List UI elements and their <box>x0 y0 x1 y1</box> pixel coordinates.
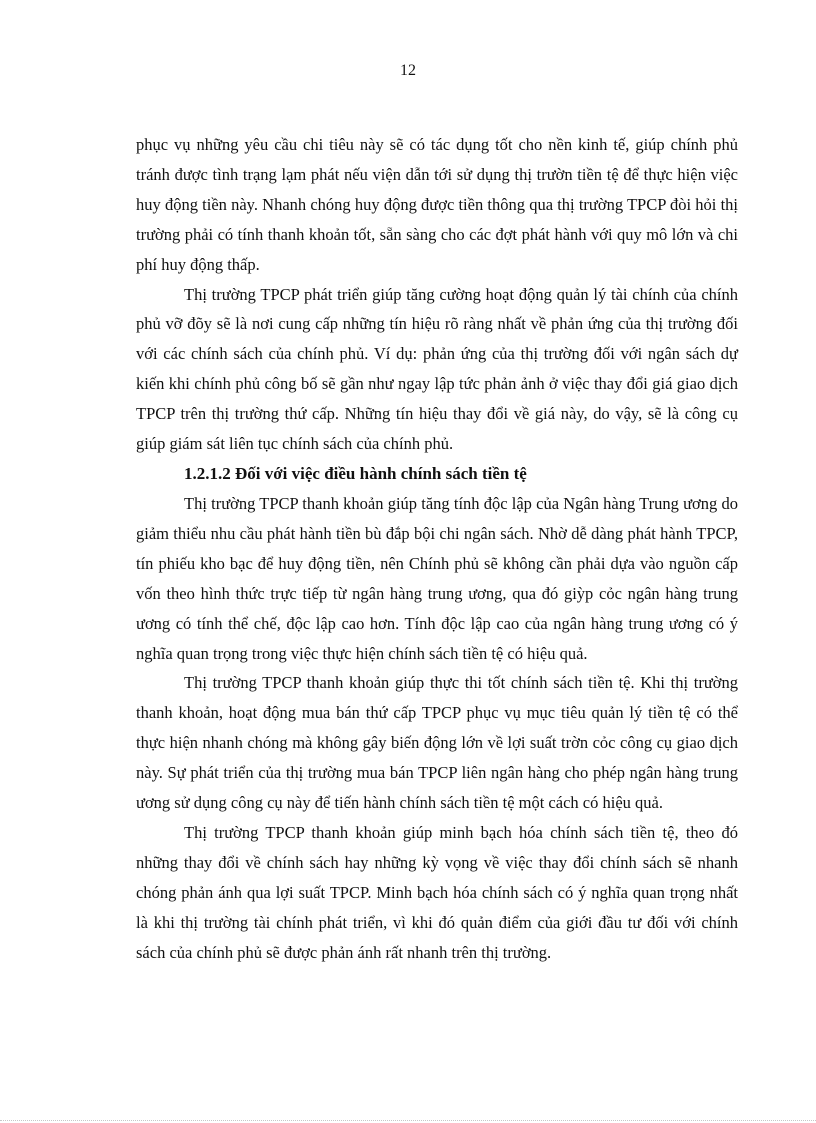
paragraph-5: Thị trường TPCP thanh khoản giúp minh bạch hóa chính sách tiền tệ, theo đó những thay đổi về chính sách hay những kỳ vọng về việc thay đổi chính sách sẽ nhanh chóng phản ánh qua lợi suất TPCP. Minh bạch hóa chính sách có ý nghĩa quan trọng nhất là khi thị trường tài chính phát triển, vì khi đó quản điểm của giới đầu tư đối với chính sách của chính phủ sẽ được phản ánh rất nhanh trên thị trường. <box>136 822 738 962</box>
page-number: 12 <box>400 62 416 79</box>
paragraph-1: phục vụ những yêu cầu chi tiêu này sẽ có tác dụng tốt cho nền kinh tế, giúp chính phủ tránh được tình trạng lạm phát nếu viện dẫn tới sử dụng thị trườn tiền tệ để thực hiện việc huy động tiền này. Nhanh chóng huy động được tiền thông qua thị trường TPCP đòi hỏi thị trường phải có tính thanh khoản tốt, sẵn sàng cho các đợt phát hành với quy mô lớn và chi phí huy động thấp. <box>136 135 738 274</box>
paragraph-4: Thị trường TPCP thanh khoản giúp thực thi tốt chính sách tiền tệ. Khi thị trường thanh khoản, hoạt động mua bán thứ cấp TPCP phục vụ mục tiêu quản lý tiền tệ có thể thực hiện nhanh chóng mà không gây biến động lớn về lợi suất trờn cỏc công cụ giao dịch này. Sự phát triển của thị trường mua bán TPCP liên ngân hàng cho phép ngân hàng trung ương sử dụng công cụ này để tiến hành chính sách tiền tệ một cách có hiệu quả. <box>136 673 738 813</box>
document-body <box>136 130 738 967</box>
section-heading: 1.2.1.2 Đối với việc điều hành chính sách tiền tệ <box>184 463 527 483</box>
paragraph-2: Thị trường TPCP phát triển giúp tăng cường hoạt động quản lý tài chính của chính phủ vỡ đõy sẽ là nơi cung cấp những tín hiệu rõ ràng nhất về phản ứng của thị trường đối với các chính sách của chính phủ. Ví dụ: phản ứng của thị trường đối với ngân sách dự kiến khi chính phủ công bố sẽ gần như ngay lập tức phản ảnh ở việc thay đổi giá giao dịch TPCP trên thị trường thứ cấp. Những tín hiệu thay đổi về giá này, do vậy, sẽ là công cụ giúp giám sát liên tục chính sách của chính phủ. <box>136 284 738 454</box>
paragraph-3: Thị trường TPCP thanh khoản giúp tăng tính độc lập của Ngân hàng Trung ương do giảm thiểu nhu cầu phát hành tiền bù đắp bội chi ngân sách. Nhờ dễ dàng phát hành TPCP, tín phiếu kho bạc để huy động tiền, nên Chính phủ sẽ không cần phải dựa vào nguồn cấp vốn theo hình thức trực tiếp từ ngân hàng trung ương, qua đó giỳp cỏc ngân hàng trung ương có tính thể chế, độc lập cao hơn. Tính độc lập cao của ngân hàng trung ương có ý nghĩa quan trọng trong việc thực hiện chính sách tiền tệ có hiệu quả. <box>136 493 738 663</box>
page-bottom-rule <box>0 1120 816 1121</box>
